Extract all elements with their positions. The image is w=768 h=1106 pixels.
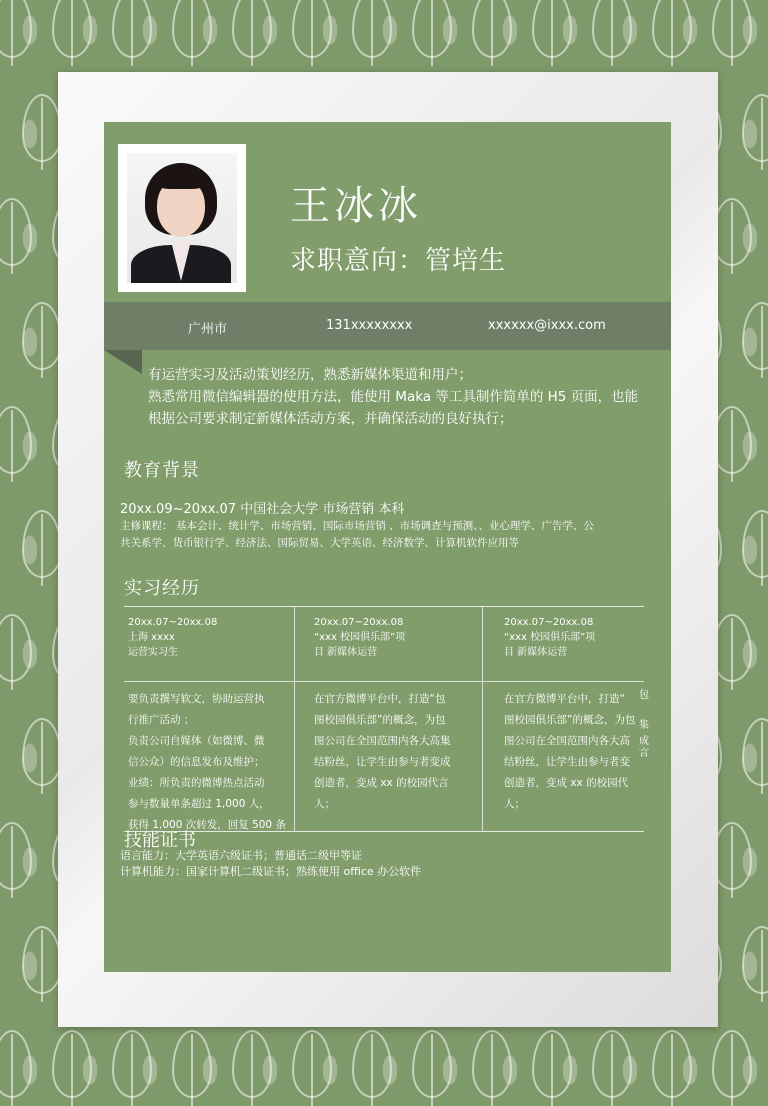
profile-photo <box>118 144 246 292</box>
leaf-icon <box>22 926 62 994</box>
leaf-icon <box>112 1030 152 1098</box>
phone-text: 131xxxxxxxx <box>326 318 413 333</box>
intern-1-line: 参与数量单条超过 1,000 人， <box>128 798 270 810</box>
summary-line-2: 熟悉常用微信编辑器的使用方法，能使用 Maka 等工具制作简单的 H5 页面，也能 <box>148 389 639 405</box>
internship-title: 实习经历 <box>124 578 200 599</box>
intern-1-line: 信公众）的信息发布及维护； <box>128 756 265 768</box>
email-text: xxxxxx@ixxx.com <box>488 318 606 333</box>
intern-1-line: 业绩：所负责的微博热点活动 <box>128 777 265 789</box>
intern-3-role: 目 新媒体运营 <box>504 647 568 658</box>
intern-3-line: 在官方微博平台中，打造“ <box>504 693 625 705</box>
intern-2-line: 在官方微博平台中，打造“包 <box>314 693 446 705</box>
leaf-icon <box>742 94 768 162</box>
intern-1-role: 运营实习生 <box>128 647 178 658</box>
intern-2-line: 人； <box>314 798 335 810</box>
education-entry: 20xx.09~20xx.07 中国社会大学 市场营销 本科 <box>120 502 405 517</box>
leaf-icon <box>232 1030 272 1098</box>
leaf-icon <box>712 1030 752 1098</box>
leaf-icon <box>592 1030 632 1098</box>
leaf-icon <box>22 718 62 786</box>
skills-line-2: 计算机能力：国家计算机二级证书；熟练使用 office 办公软件 <box>120 865 422 878</box>
leaf-icon <box>352 0 392 58</box>
intern-col-1-head <box>128 615 217 660</box>
courses-line-1: 主修课程： 基本会计、统计学、市场营销、国际市场营销 、市场调查与预测、、业心理学、广告学、公 <box>120 520 594 532</box>
intern-1-line: 行推广活动 ； <box>128 714 195 726</box>
leaf-icon <box>0 822 32 890</box>
intern-2-line: 图校园俱乐部”的概念，为包 <box>314 714 446 726</box>
intern-1-company: 上海 xxxx <box>128 632 175 643</box>
leaf-icon <box>112 0 152 58</box>
leaf-icon <box>742 926 768 994</box>
intern-1-line: 要负责撰写软文，协助运营执 <box>128 693 265 705</box>
intern-3-line: 结粉丝，让学生由参与者变 <box>504 756 630 768</box>
intern-3-project: “xxx 校园俱乐部”项 <box>504 632 596 643</box>
leaf-icon <box>352 1030 392 1098</box>
intern-3-line: 图公司在全国范围内各大高 <box>504 735 630 747</box>
intern-3-line: 人； <box>504 798 525 810</box>
leaf-icon <box>712 198 752 266</box>
intern-1-date: 20xx.07~20xx.08 <box>128 617 218 628</box>
leaf-icon <box>292 0 332 58</box>
leaf-icon <box>532 0 572 58</box>
leaf-icon <box>0 614 32 682</box>
leaf-icon <box>472 1030 512 1098</box>
intern-2-project: “xxx 校园俱乐部”项 <box>314 632 406 643</box>
leaf-icon <box>172 1030 212 1098</box>
leaf-icon <box>22 94 62 162</box>
overflow-char: 包 <box>639 690 649 701</box>
portrait-image <box>127 153 237 283</box>
leaf-icon <box>232 0 272 58</box>
intern-3-date: 20xx.07~20xx.08 <box>504 617 594 628</box>
education-courses <box>120 518 645 552</box>
leaf-icon <box>652 1030 692 1098</box>
intern-col-3-body <box>504 689 654 815</box>
intern-3-line: 图校园俱乐部”的概念，为包 <box>504 714 636 726</box>
summary-block <box>148 364 648 430</box>
leaf-icon <box>532 1030 572 1098</box>
leaf-icon <box>712 822 752 890</box>
intern-col-2-body <box>314 689 478 815</box>
leaf-icon <box>412 1030 452 1098</box>
intern-2-line: 图公司在全国范围内各大高集 <box>314 735 451 747</box>
leaf-icon <box>472 0 512 58</box>
overflow-char: 集 <box>639 720 649 731</box>
leaf-icon <box>712 406 752 474</box>
leaf-icon <box>652 0 692 58</box>
leaf-icon <box>0 0 32 58</box>
intern-3-line: 创造者，变成 xx 的校园代 <box>504 777 629 789</box>
courses-line-2: 共关系学、货币银行学、经济法、国际贸易、大学英语、经济数学、计算机软件应用等 <box>120 537 519 549</box>
resume-panel <box>104 122 671 972</box>
intern-1-line: 获得 1,000 次转发，回复 500 条 <box>128 819 286 831</box>
city-text: 广州市 <box>188 322 228 337</box>
leaf-icon <box>292 1030 332 1098</box>
skills-block <box>120 848 421 880</box>
leaf-icon <box>712 0 752 58</box>
leaf-icon <box>22 302 62 370</box>
contact-bar <box>104 302 671 350</box>
intern-1-line: 负责公司自媒体（如微博、微 <box>128 735 265 747</box>
leaf-icon <box>22 510 62 578</box>
leaf-icon <box>712 614 752 682</box>
intern-2-date: 20xx.07~20xx.08 <box>314 617 404 628</box>
leaf-icon <box>172 0 212 58</box>
leaf-icon <box>592 0 632 58</box>
internship-table <box>124 606 644 832</box>
intern-2-line: 创造者，变成 xx 的校园代言 <box>314 777 449 789</box>
intern-2-role: 目 新媒体运营 <box>314 647 378 658</box>
candidate-name: 王冰冰 <box>290 183 422 229</box>
overflow-char: 言 <box>639 748 649 759</box>
overflow-text <box>637 690 651 760</box>
leaf-icon <box>0 198 32 266</box>
education-title: 教育背景 <box>124 460 200 481</box>
leaf-icon <box>742 718 768 786</box>
leaf-icon <box>52 0 92 58</box>
leaf-icon <box>742 510 768 578</box>
leaf-icon <box>742 302 768 370</box>
leaf-icon <box>412 0 452 58</box>
intern-col-3-head <box>504 615 595 660</box>
leaf-icon <box>52 1030 92 1098</box>
leaf-icon <box>0 1030 32 1098</box>
skills-title: 技能证书 <box>124 830 196 851</box>
skills-line-1: 语言能力：大学英语六级证书；普通话二级甲等证 <box>120 849 362 862</box>
ribbon-fold <box>104 350 142 374</box>
intern-2-line: 结粉丝，让学生由参与者变成 <box>314 756 451 768</box>
overflow-char: 成 <box>639 736 649 747</box>
summary-line-1: 有运营实习及活动策划经历，熟悉新媒体渠道和用户； <box>148 367 472 383</box>
intern-col-2-head <box>314 615 405 660</box>
leaf-icon <box>0 406 32 474</box>
job-intent: 求职意向：管培生 <box>290 246 507 276</box>
intern-col-1-body <box>128 689 292 836</box>
summary-line-3: 根据公司要求制定新媒体活动方案，并确保活动的良好执行； <box>148 411 513 427</box>
